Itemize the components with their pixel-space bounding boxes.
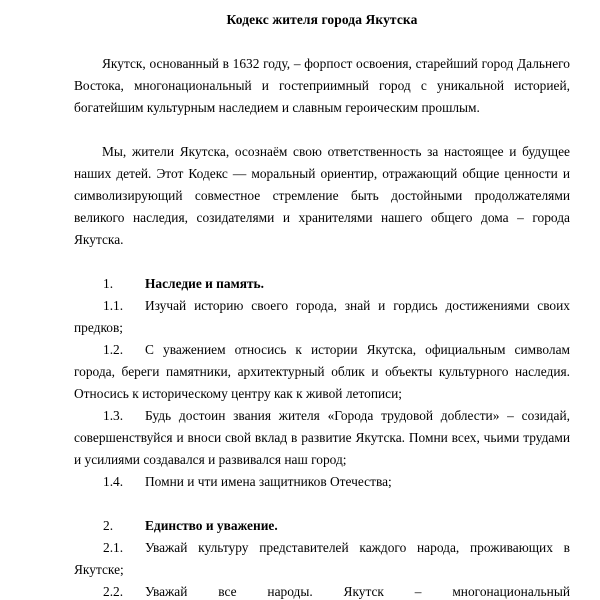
section-number-2: 2. bbox=[103, 518, 114, 533]
document-content bbox=[74, 0, 570, 600]
clause-number-1-2: 1.2. bbox=[103, 342, 124, 357]
clause-text-1-2: С уважением относись к истории Якутска, официальным символам города, береги памятники, архитектурный облик и объекты культурного наследия. Относись к историческому центру как к живой летописи; bbox=[74, 342, 570, 401]
clause-1-4 bbox=[74, 471, 570, 493]
section-number-1: 1. bbox=[103, 276, 114, 291]
clause-number-1-1: 1.1. bbox=[103, 298, 124, 313]
section-heading-2 bbox=[74, 515, 570, 537]
clause-1-3 bbox=[74, 405, 570, 471]
clause-text-1-3: Будь достоин звания жителя «Города трудовой доблести» – созидай, совершенствуйся и вноси свой вклад в развитие Якутска. Помни всех, чьими трудами и усилиями создавался и развивался наш город; bbox=[74, 408, 570, 467]
clause-1-2 bbox=[74, 339, 570, 405]
clause-1-1 bbox=[74, 295, 570, 339]
intro-paragraph-2: Мы, жители Якутска, осознаём свою ответственность за настоящее и будущее наших детей. Этот Кодекс — моральный ориентир, отражающий общие ценности и символизирующий совместное стремление быть достойными продолжателями великого наследия, созидателями и хранителями нашего общего дома – города Якутска. bbox=[74, 144, 570, 247]
clause-number-1-3: 1.3. bbox=[103, 408, 124, 423]
clause-text-1-4: Помни и чти имена защитников Отечества; bbox=[145, 474, 392, 489]
intro-paragraph-1: Якутск, основанный в 1632 году, – форпост освоения, старейший город Дальнего Востока, многонациональный и гостеприимный город с уникальной историей, богатейшим культурным наследием и славным героическим прошлым. bbox=[74, 56, 570, 115]
section-title-1: Наследие и память. bbox=[145, 276, 264, 291]
clause-number-2-1: 2.1. bbox=[103, 540, 124, 555]
paragraph-gap-2 bbox=[74, 251, 570, 273]
clause-number-2-2: 2.2. bbox=[103, 584, 124, 599]
clause-2-2 bbox=[74, 581, 570, 600]
clause-text-2-2: Уважай все народы. Якутск – многонациональный bbox=[145, 584, 570, 599]
section-gap bbox=[74, 493, 570, 515]
clause-2-1 bbox=[74, 537, 570, 581]
paragraph-gap-1 bbox=[74, 119, 570, 141]
section-heading-1 bbox=[74, 273, 570, 295]
clause-text-1-1: Изучай историю своего города, знай и гордись достижениями своих предков; bbox=[74, 298, 570, 335]
clause-text-2-1: Уважай культуру представителей каждого народа, проживающих в Якутске; bbox=[74, 540, 570, 577]
clause-number-1-4: 1.4. bbox=[103, 474, 124, 489]
section-title-2: Единство и уважение. bbox=[145, 518, 278, 533]
title-spacer bbox=[74, 31, 570, 53]
page-title: Кодекс жителя города Якутска bbox=[226, 12, 418, 27]
